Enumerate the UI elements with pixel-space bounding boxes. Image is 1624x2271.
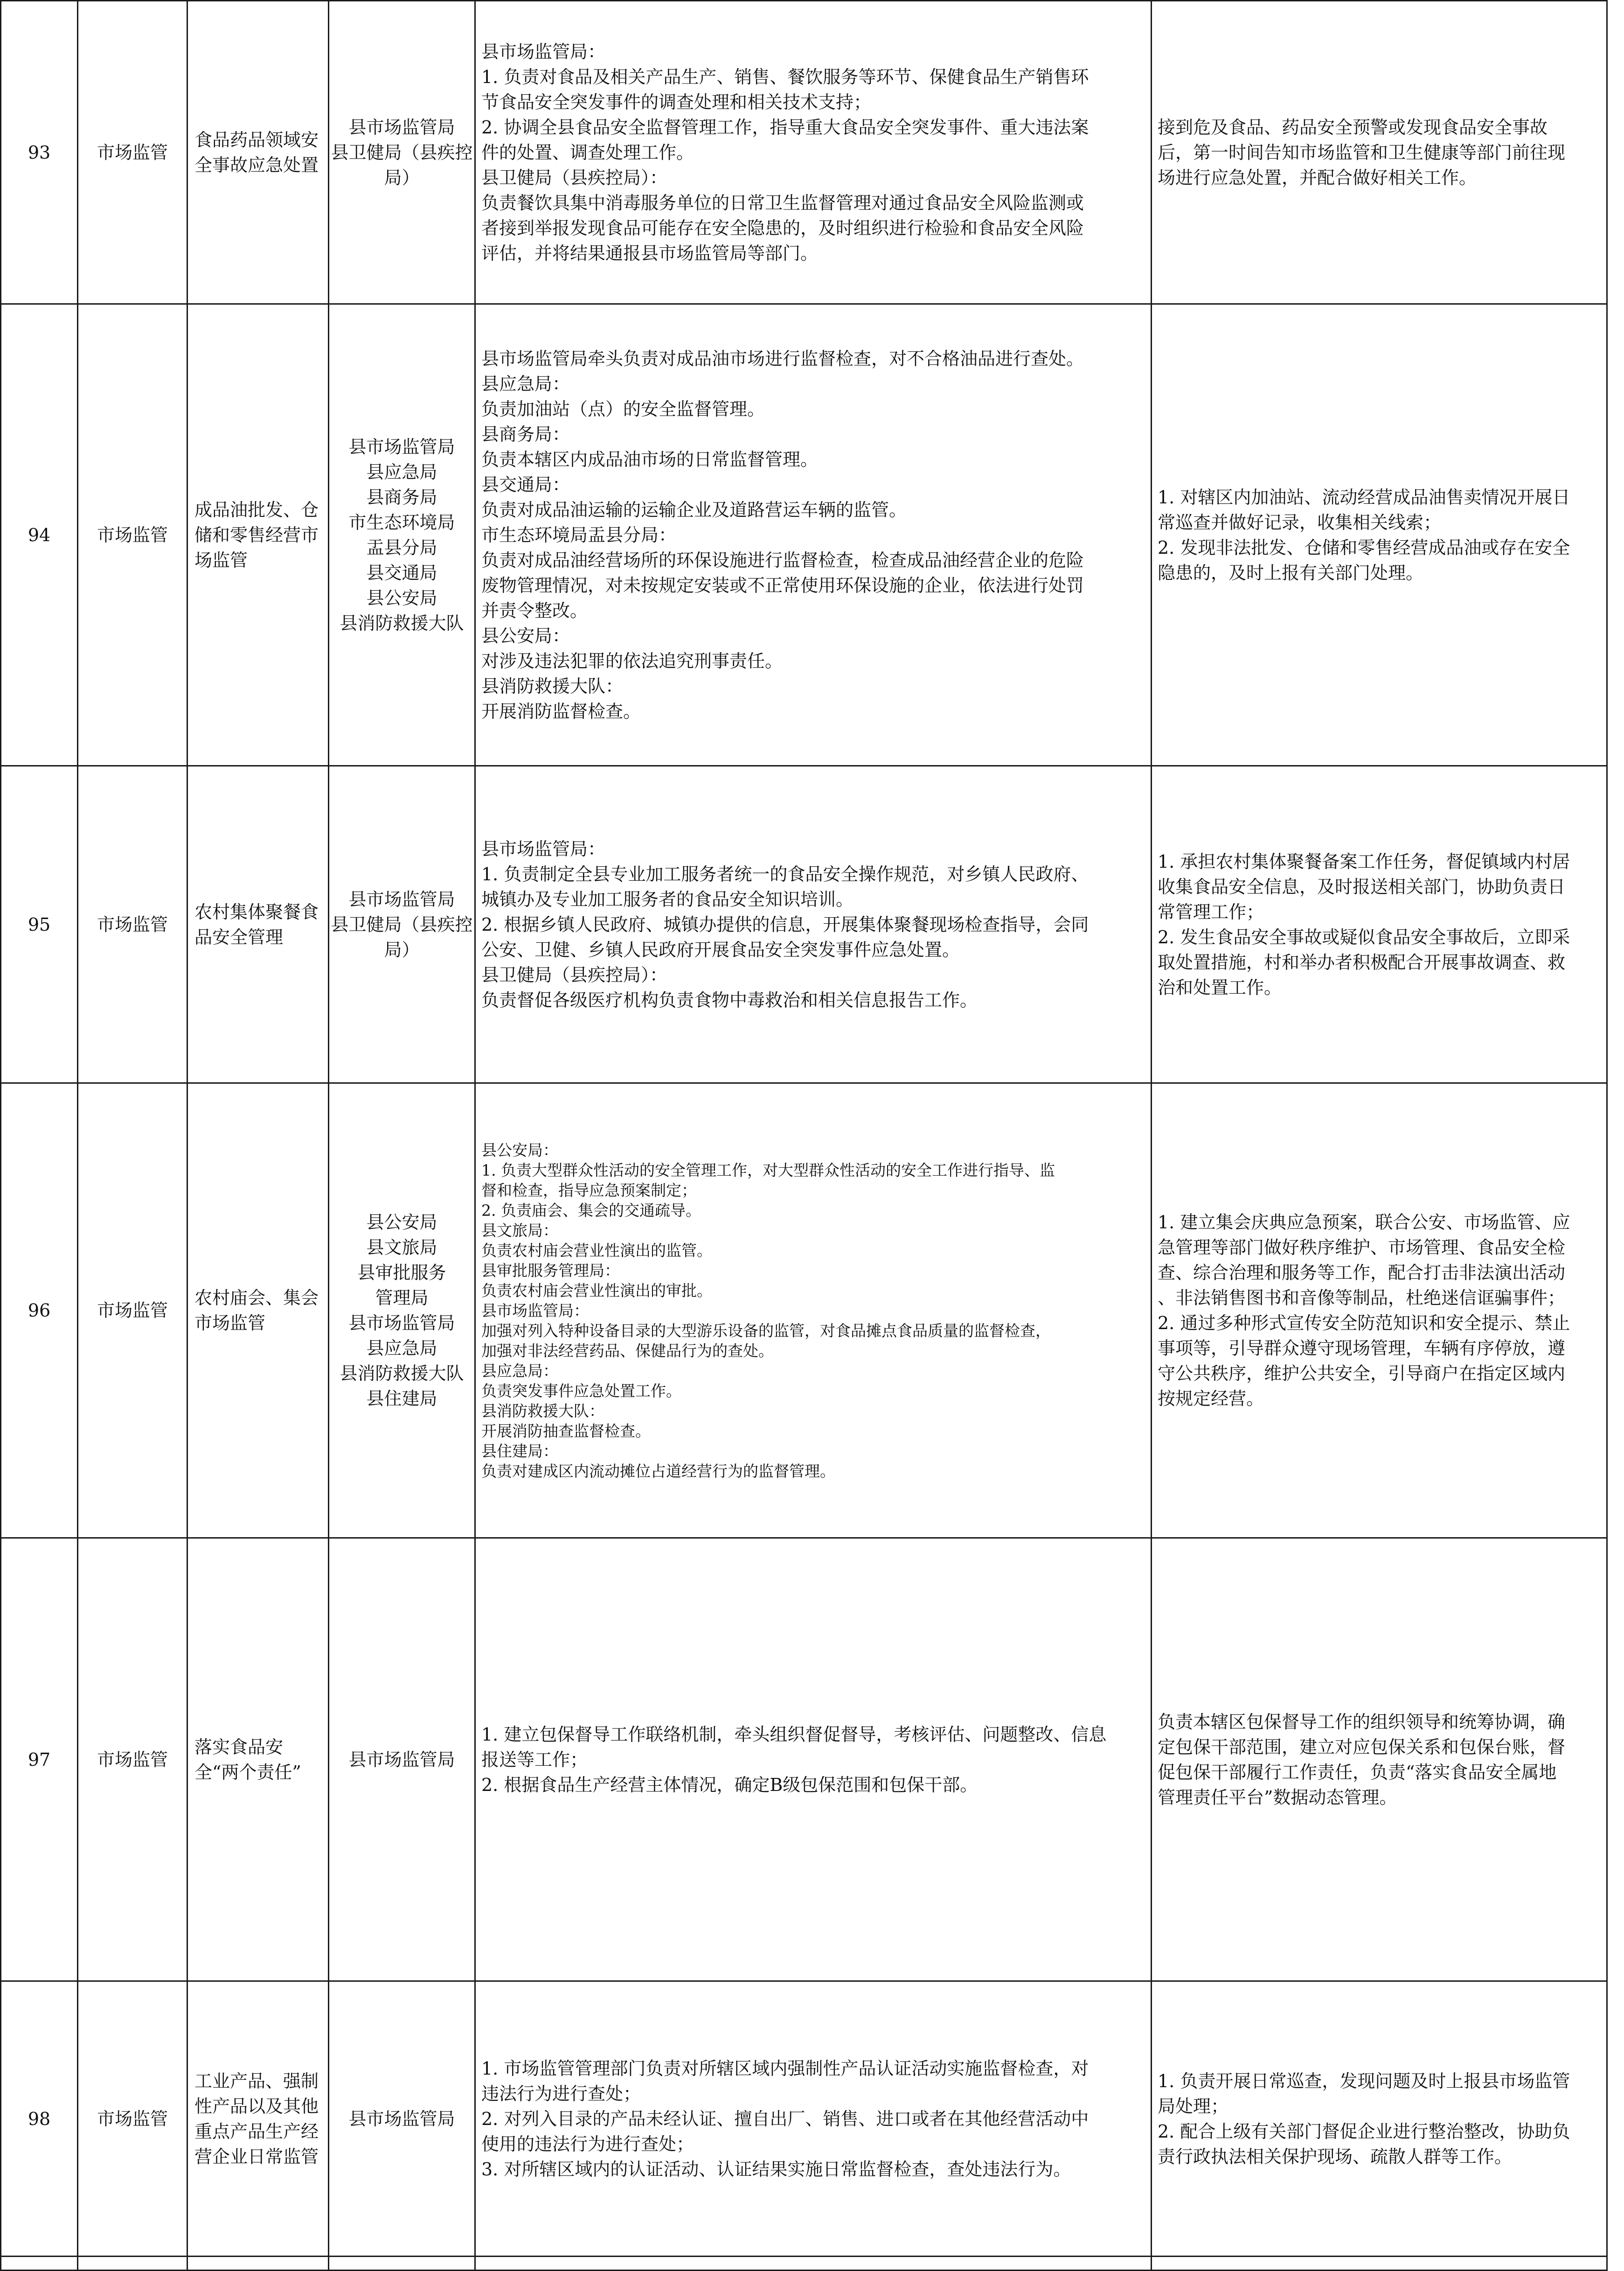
duty-line: 1. 负责制定全县专业加工服务者统一的食品安全操作规范，对乡镇人民政府、	[481, 864, 1089, 885]
duty-line: 县消防救援大队：	[481, 1401, 604, 1420]
duty-line: 2. 负责庙会、集会的交通疏导。	[481, 1201, 701, 1219]
duty-line: 废物管理情况，对未按规定安装或不正常使用环保设施的企业，依法进行处罚	[481, 575, 1084, 596]
duty-line: 负责加油站（点）的安全监督管理。	[481, 398, 765, 419]
department-name: 县市场监管局	[348, 889, 455, 910]
town-duty-line: 1. 承担农村集体聚餐备案工作任务，督促镇域内村居	[1158, 851, 1570, 872]
item-name-cell: 落实食品安全“两个责任”	[187, 1538, 329, 1981]
duty-line: 县公安局：	[481, 1141, 558, 1159]
department-name: 县审批服务	[357, 1262, 446, 1283]
town-duty-line: 常管理工作；	[1158, 901, 1264, 922]
town-duty-line: 局处理；	[1158, 2096, 1229, 2117]
department-name: 县消防救援大队	[340, 1363, 464, 1384]
item-name-cell: 工业产品、强制性产品以及其他重点产品生产经营企业日常监管	[187, 1981, 329, 2257]
department-name: 局）	[384, 939, 420, 960]
duty-line: 并责令整改。	[481, 600, 588, 621]
departments-cell	[329, 766, 475, 1083]
town-duty-line: 促包保干部履行工作责任，负责“落实食品安全属地	[1158, 1762, 1557, 1783]
department-name: 县市场监管局	[348, 436, 455, 457]
table-row	[1, 1, 1607, 304]
town-duty-line: 1. 对辖区内加油站、流动经营成品油售卖情况开展日	[1158, 487, 1570, 508]
duty-line: 县应急局：	[481, 1361, 558, 1380]
department-duties-cell	[475, 304, 1152, 766]
town-duty-line: 查、综合治理和服务等工作，配合打击非法演出活动	[1158, 1262, 1566, 1283]
duty-line: 县审批服务管理局：	[481, 1261, 620, 1280]
duty-line: 县市场监管局牵头负责对成品油市场进行监督检查，对不合格油品进行查处。	[481, 348, 1084, 369]
duty-line: 对涉及违法犯罪的依法追究刑事责任。	[481, 650, 783, 671]
town-duty-line: 按规定经营。	[1158, 1388, 1264, 1409]
duty-line: 1. 市场监管管理部门负责对所辖区域内强制性产品认证活动实施监督检查，对	[481, 2058, 1089, 2079]
duty-line: 县消防救援大队：	[481, 676, 624, 697]
town-duties-cell	[1152, 1083, 1607, 1538]
duty-line: 县交通局：	[481, 474, 570, 495]
departments-cell	[329, 1538, 475, 1981]
departments-cell	[329, 1981, 475, 2257]
duty-line: 负责餐饮具集中消毒服务单位的日常卫生监督管理对通过食品安全风险监测或	[481, 192, 1084, 213]
table-row	[1, 304, 1607, 766]
table-row	[1, 1083, 1607, 1538]
duty-line: 1. 负责对食品及相关产品生产、销售、餐饮服务等环节、保健食品生产销售环	[481, 66, 1089, 87]
department-name: 县应急局	[366, 1338, 437, 1358]
town-duty-line: 收集食品安全信息，及时报送相关部门，协助负责日	[1158, 876, 1566, 897]
row-number: 96	[1, 1083, 78, 1538]
town-duty-line: 定包保干部范围，建立对应包保关系和包保台账，督	[1158, 1736, 1566, 1757]
department-duties-cell	[475, 1981, 1152, 2257]
duty-line: 负责对成品油运输的运输企业及道路营运车辆的监管。	[481, 499, 907, 520]
duty-line: 2. 协调全县食品安全监督管理工作，指导重大食品安全突发事件、重大违法案	[481, 117, 1089, 138]
departments-cell	[329, 304, 475, 766]
row-number: 94	[1, 304, 78, 766]
department-name: 管理局	[375, 1288, 429, 1308]
duty-line: 开展消防抽查监督检查。	[481, 1421, 651, 1440]
town-duty-line: 守公共秩序，维护公共安全，引导商户在指定区域内	[1158, 1363, 1566, 1384]
duty-line: 使用的违法行为进行查处；	[481, 2133, 694, 2154]
town-duties-cell	[1152, 766, 1607, 1083]
item-name-cell: 农村庙会、集会市场监管	[187, 1083, 329, 1538]
duty-line: 县市场监管局：	[481, 838, 606, 859]
town-duties-cell	[1152, 1981, 1607, 2257]
duty-line: 件的处置、调查处理工作。	[481, 142, 694, 163]
duty-line: 市生态环境局盂县分局：	[481, 524, 677, 545]
department-name: 县公安局	[366, 1212, 437, 1233]
department-duties-cell	[475, 1083, 1152, 1538]
town-duty-line: 负责本辖区包保督导工作的组织领导和统筹协调，确	[1158, 1711, 1566, 1732]
town-duty-line: 场进行应急处置，并配合做好相关工作。	[1158, 167, 1477, 188]
category-cell: 市场监管	[78, 766, 187, 1083]
department-name: 县市场监管局	[348, 1313, 455, 1333]
duty-line: 县文旅局：	[481, 1221, 558, 1240]
row-number: 98	[1, 1981, 78, 2257]
item-name-cell: 食品药品领域安全事故应急处置	[187, 1, 329, 304]
duty-line: 县卫健局（县疾控局）：	[481, 964, 668, 985]
department-name: 县住建局	[366, 1388, 437, 1409]
table-row	[1, 766, 1607, 1083]
duty-line: 县住建局：	[481, 1442, 558, 1460]
departments-cell	[329, 1, 475, 304]
town-duty-line: 2. 通过多种形式宣传安全防范知识和安全提示、禁止	[1158, 1313, 1570, 1333]
duty-line: 县商务局：	[481, 424, 570, 445]
department-name: 县消防救援大队	[340, 613, 464, 634]
duty-line: 2. 根据食品生产经营主体情况，确定B级包保范围和包保干部。	[481, 1774, 978, 1795]
duty-line: 县市场监管局：	[481, 41, 606, 62]
duty-line: 县公安局：	[481, 625, 570, 646]
duty-line: 报送等工作；	[481, 1749, 588, 1770]
duty-line: 节食品安全突发事件的调查处理和相关技术支持；	[481, 91, 872, 112]
town-duties-cell	[1152, 1, 1607, 304]
town-duty-line: 隐患的，及时上报有关部门处理。	[1158, 562, 1424, 583]
town-duty-line: 取处置措施，村和举办者积极配合开展事故调查、救	[1158, 952, 1566, 973]
duty-line: 1. 负责大型群众性活动的安全管理工作，对大型群众性活动的安全工作进行指导、监	[481, 1161, 1055, 1179]
category-cell: 市场监管	[78, 1, 187, 304]
duty-line: 公安、卫健、乡镇人民政府开展食品安全突发事件应急处置。	[481, 939, 960, 960]
town-duty-line: 责行政执法相关保护现场、疏散人群等工作。	[1158, 2146, 1513, 2167]
duty-line: 负责督促各级医疗机构负责食物中毒救治和相关信息报告工作。	[481, 989, 978, 1010]
duty-line: 负责突发事件应急处置工作。	[481, 1381, 681, 1400]
departments-cell	[329, 1083, 475, 1538]
department-name: 县市场监管局	[348, 1749, 455, 1770]
duty-line: 负责对建成区内流动摊位占道经营行为的监督管理。	[481, 1462, 835, 1480]
town-duty-line: 常巡查并做好记录，收集相关线索；	[1158, 512, 1442, 533]
town-duty-line: 急管理等部门做好秩序维护、市场管理、食品安全检	[1158, 1237, 1566, 1258]
town-duty-line: 事项等，引导群众遵守现场管理，车辆有序停放，遵	[1158, 1338, 1566, 1358]
duty-line: 违法行为进行查处；	[481, 2083, 641, 2104]
town-duties-cell	[1152, 304, 1607, 766]
category-cell: 市场监管	[78, 304, 187, 766]
duty-line: 城镇办及专业加工服务者的食品安全知识培训。	[481, 889, 854, 910]
table-row	[1, 1538, 1607, 1981]
department-name: 市生态环境局	[348, 512, 455, 533]
department-name: 盂县分局	[366, 537, 437, 558]
town-duty-line: 1. 建立集会庆典应急预案，联合公安、市场监管、应	[1158, 1212, 1570, 1233]
duty-line: 2. 对列入目录的产品未经认证、擅自出厂、销售、进口或者在其他经营活动中	[481, 2108, 1089, 2129]
town-duty-line: 后，第一时间告知市场监管和卫生健康等部门前往现	[1158, 142, 1566, 163]
department-name: 县卫健局（县疾控	[331, 914, 473, 935]
duty-line: 3. 对所辖区域内的认证活动、认证结果实施日常监督检查，查处违法行为。	[481, 2159, 1071, 2180]
duty-line: 1. 建立包保督导工作联络机制，牵头组织督促督导，考核评估、问题整改、信息	[481, 1724, 1107, 1745]
town-duty-line: 2. 发现非法批发、仓储和零售经营成品油或存在安全	[1158, 537, 1570, 558]
item-name-cell: 成品油批发、仓储和零售经营市场监管	[187, 304, 329, 766]
town-duty-line: 、非法销售图书和音像等制品，杜绝迷信诓骗事件；	[1158, 1288, 1566, 1308]
duty-line: 2. 根据乡镇人民政府、城镇办提供的信息，开展集体聚餐现场检查指导，会同	[481, 914, 1089, 935]
table-bottom-strip	[1, 2257, 1607, 2271]
department-duties-cell	[475, 1, 1152, 304]
row-number: 95	[1, 766, 78, 1083]
duty-line: 加强对列入特种设备目录的大型游乐设备的监管，对食品摊点食品质量的监督检查，	[481, 1321, 1051, 1340]
duty-line: 负责本辖区内成品油市场的日常监督管理。	[481, 449, 819, 470]
duty-line: 开展消防监督检查。	[481, 701, 641, 722]
town-duty-line: 管理责任平台”数据动态管理。	[1158, 1787, 1397, 1808]
town-duty-line: 1. 负责开展日常巡查，发现问题及时上报县市场监管	[1158, 2070, 1570, 2091]
department-name: 县市场监管局	[348, 117, 455, 138]
duty-line: 县卫健局（县疾控局）：	[481, 167, 668, 188]
duty-line: 负责农村庙会营业性演出的监管。	[481, 1241, 712, 1260]
department-name: 县应急局	[366, 461, 437, 482]
department-duties-cell	[475, 1538, 1152, 1981]
item-name-cell: 农村集体聚餐食品安全管理	[187, 766, 329, 1083]
category-cell: 市场监管	[78, 1083, 187, 1538]
duty-line: 评估，并将结果通报县市场监管局等部门。	[481, 243, 819, 264]
department-name: 县商务局	[366, 487, 437, 508]
table-row	[1, 1981, 1607, 2257]
department-name: 县市场监管局	[348, 2108, 455, 2129]
category-cell: 市场监管	[78, 1981, 187, 2257]
duty-line: 加强对非法经营药品、保健品行为的查处。	[481, 1341, 774, 1360]
department-name: 县公安局	[366, 587, 437, 608]
duty-line: 负责对成品油经营场所的环保设施进行监督检查，检查成品油经营企业的危险	[481, 550, 1084, 571]
duty-line: 负责农村庙会营业性演出的审批。	[481, 1281, 712, 1300]
category-cell: 市场监管	[78, 1538, 187, 1981]
town-duty-line: 2. 配合上级有关部门督促企业进行整治整改，协助负	[1158, 2121, 1570, 2142]
duty-line: 者接到举报发现食品可能存在安全隐患的，及时组织进行检验和食品安全风险	[481, 217, 1084, 238]
town-duty-line: 2. 发生食品安全事故或疑似食品安全事故后，立即采	[1158, 927, 1570, 947]
department-duties-cell	[475, 766, 1152, 1083]
department-name: 县卫健局（县疾控	[331, 142, 473, 163]
town-duty-line: 接到危及食品、药品安全预警或发现食品安全事故	[1158, 117, 1548, 138]
duty-line: 县应急局：	[481, 373, 570, 394]
duty-line: 县市场监管局：	[481, 1301, 589, 1320]
department-name: 县文旅局	[366, 1237, 437, 1258]
department-name: 县交通局	[366, 562, 437, 583]
town-duties-cell	[1152, 1538, 1607, 1981]
row-number: 93	[1, 1, 78, 304]
department-name: 局）	[384, 167, 420, 188]
town-duty-line: 治和处置工作。	[1158, 977, 1282, 998]
row-number: 97	[1, 1538, 78, 1981]
duty-line: 督和检查，指导应急预案制定；	[481, 1181, 697, 1199]
